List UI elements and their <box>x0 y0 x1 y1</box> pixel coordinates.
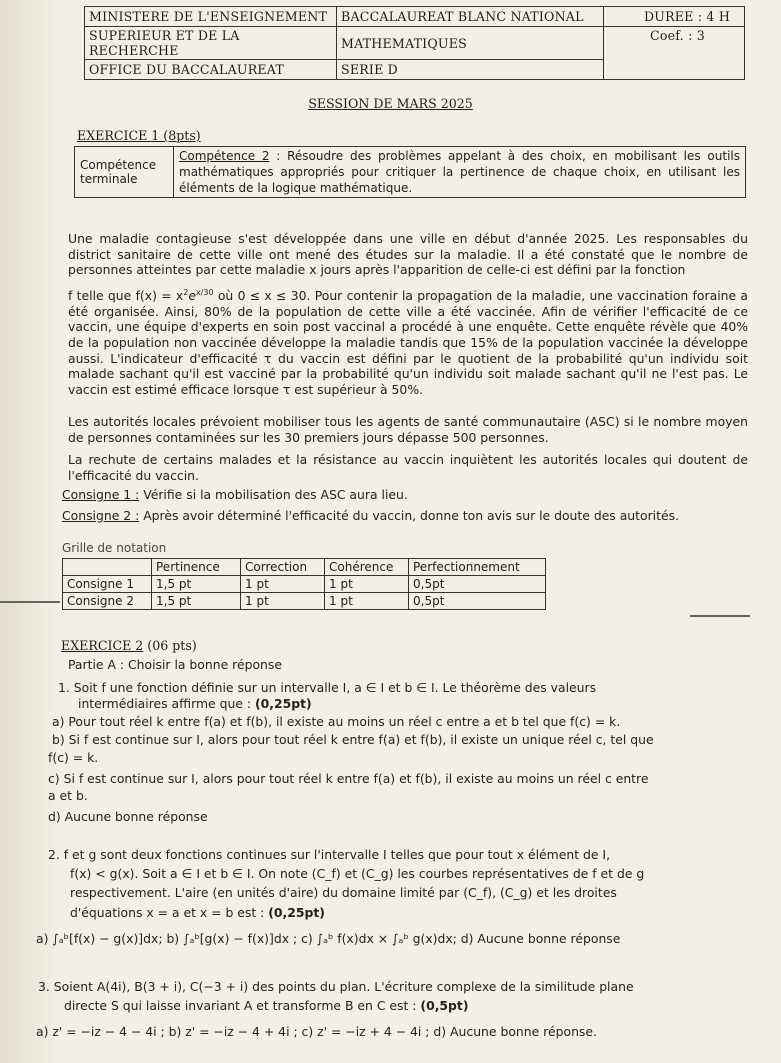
page-shadow <box>0 0 58 1063</box>
competence-text <box>174 147 746 198</box>
header-cell: Coef. : 3 <box>604 27 745 80</box>
consigne-2 <box>62 508 679 524</box>
q1-points: (0,25pt) <box>255 696 312 711</box>
scan-smear <box>690 615 750 617</box>
grading-grid <box>62 558 546 610</box>
exam-header-table <box>84 6 745 80</box>
grid-header: Pertinence <box>152 559 241 576</box>
competence-table <box>74 146 746 198</box>
function-def: f telle que f(x) = x <box>68 288 184 304</box>
grid-cell: 0,5pt <box>409 576 546 593</box>
q2-line-4 <box>70 905 325 921</box>
q2-answers: a) ∫ₐᵇ[f(x) − g(x)]dx; b) ∫ₐᵇ[g(x) − f(x)]dx ; c) ∫ₐᵇ f(x)dx × ∫ₐᵇ g(x)dx; d) Aucune bonne réponse <box>36 931 621 946</box>
q1-option-c-1: c) Si f est continue sur I, alors pour tout réel k entre f(a) et f(b), il existe au moins un réel c entre <box>48 771 649 786</box>
q1-option-c-2: a et b. <box>48 788 88 803</box>
consigne-2-label: Consigne 2 : <box>62 508 140 523</box>
q3-answers: a) z' = −iz − 4 − 4i ; b) z' = −iz − 4 + 4i ; c) z' = −iz + 4 − 4i ; d) Aucune bonne réponse. <box>36 1024 597 1039</box>
ex1-paragraph-4: La rechute de certains malades et la résistance au vaccin inquiètent les autorités locales qui doutent de l'efficacité du vaccin. <box>68 452 748 483</box>
q1-option-b-2: f(c) = k. <box>48 750 99 765</box>
exercise-2-points: (06 pts) <box>143 638 197 653</box>
consigne-1 <box>62 487 408 503</box>
grid-cell: 1 pt <box>241 593 325 610</box>
q3-points: (0,5pt) <box>420 998 469 1013</box>
q1-option-b-1: b) Si f est continue sur I, alors pour tout réel k entre f(a) et f(b), il existe un unique réel c, tel que <box>52 732 654 747</box>
competence-label: Compétence terminale <box>75 147 174 198</box>
exercise-2-title <box>61 638 197 653</box>
q2-line-1: 2. f et g sont deux fonctions continues sur l'intervalle I telles que pour tout x élément de I, <box>48 847 611 862</box>
consigne-2-text: Après avoir déterminé l'efficacité du vaccin, donne ton avis sur le doute des autorités. <box>139 508 680 523</box>
grid-cell: 1 pt <box>325 576 409 593</box>
q3-line-2 <box>64 998 469 1014</box>
grading-grid-title: Grille de notation <box>62 541 167 555</box>
grid-header: Cohérence <box>325 559 409 576</box>
q1-line-2 <box>78 696 312 712</box>
session-title: SESSION DE MARS 2025 <box>308 96 473 111</box>
grid-cell: 1,5 pt <box>152 576 241 593</box>
grid-header: Perfectionnement <box>409 559 546 576</box>
q1-option-a: a) Pour tout réel k entre f(a) et f(b), il existe au moins un réel c entre a et b tel que f(c) = k. <box>52 714 621 729</box>
q1-option-d: d) Aucune bonne réponse <box>48 809 208 824</box>
part-a-title: Partie A : Choisir la bonne réponse <box>68 657 282 672</box>
header-cell: OFFICE DU BACCALAUREAT <box>85 60 337 80</box>
ex1-paragraph-3: Les autorités locales prévoient mobiliser tous les agents de santé communautaire (ASC) si le nombre moyen de personnes contaminées sur les 30 premiers jours dépasse 500 personnes. <box>68 414 748 445</box>
competence-title: Compétence 2 <box>179 149 270 163</box>
scan-smear <box>0 601 60 603</box>
ex1-paragraph-2: f telle que $f(x) = x^2e^{x/30}$ où 0 ≤ x ≤ 30. Pour contenir la propagation de la maladie, une vaccination foraine a été organisée. Ainsi, 80% de la population de cette ville a été vaccinée. Afin de vérifier l'efficacité de ce vaccin, une équipe d'experts en soin post vaccinal a procédé à une enquête. Cette enquête révèle que 40% de la population non vaccinée développe la maladie tandis que 15% de la population vaccinée la développe aussi. L'indicateur d'efficacité τ du vaccin est défini par le quotient de la probabilité qu'un individu soit malade sachant qu'il est vacciné par la probabilité qu'un individu soit malade sachant qu'il ne l'est pas. Le vaccin est estimé efficace lorsque τ est supérieur à 50%. <box>68 288 748 397</box>
header-cell: MINISTERE DE L'ENSEIGNEMENT <box>85 7 337 27</box>
grid-header: Correction <box>241 559 325 576</box>
exercise-1-title: EXERCICE 1 (8pts) <box>77 128 201 143</box>
ex1-paragraph-1: Une maladie contagieuse s'est développée dans une ville en début d'année 2025. Les responsables du district sanitaire de cette ville ont mené des études sur la maladie. Il a été constaté que le nombre de personnes atteintes par cette maladie x jours après l'apparition de celle-ci est défini par la fonction <box>68 231 748 278</box>
grid-cell: 1 pt <box>325 593 409 610</box>
grid-cell: 1,5 pt <box>152 593 241 610</box>
grid-header <box>63 559 152 576</box>
header-cell: MATHEMATIQUES <box>337 27 604 60</box>
q2-line-2: f(x) < g(x). Soit a ∈ I et b ∈ I. On note (C_f) et (C_g) les courbes représentatives de f et de g <box>70 866 645 881</box>
grid-cell: Consigne 1 <box>63 576 152 593</box>
q2-line-3: respectivement. L'aire (en unités d'aire) du domaine limité par (C_f), (C_g) et les droites <box>70 885 617 900</box>
header-cell: SUPERIEUR ET DE LA RECHERCHE <box>85 27 337 60</box>
q3-stem-end: directe S qui laisse invariant A et transforme B en C est : <box>64 998 421 1013</box>
consigne-1-label: Consigne 1 : <box>62 487 140 502</box>
header-cell: DUREE : 4 H <box>604 7 745 27</box>
q2-points: (0,25pt) <box>268 905 325 920</box>
q1-line-1: 1. Soit f une fonction définie sur un intervalle I, a ∈ I et b ∈ I. Le théorème des valeurs <box>58 680 597 695</box>
grid-cell: 1 pt <box>241 576 325 593</box>
header-cell: SERIE D <box>337 60 604 80</box>
ex1-paragraph-2-rest: où 0 ≤ x ≤ 30. Pour contenir la propagation de la maladie, une vaccination foraine a été organisée. Ainsi, 80% de la population de cette ville a été vaccinée. Afin de vérifier l'efficacité de ce vaccin, une équipe d'experts en soin post vaccinal a procédé à une enquête. Cette enquête révèle que 40% de la population non vaccinée développe la maladie tandis que 15% de la population vaccinée la développe aussi. L'indicateur d'efficacité τ du vaccin est défini par le quotient de la probabilité qu'un individu soit malade sachant qu'il est vacciné par la probabilité qu'un individu soit malade sachant qu'il ne l'est pas. Le vaccin est estimé efficace lorsque τ est supérieur à 50%. <box>68 288 748 397</box>
header-cell: BACCALAUREAT BLANC NATIONAL <box>337 7 604 27</box>
consigne-1-text: Vérifie si la mobilisation des ASC aura lieu. <box>139 487 408 502</box>
grid-cell: Consigne 2 <box>63 593 152 610</box>
q2-stem-end: d'équations x = a et x = b est : <box>70 905 269 920</box>
q1-stem-end: intermédiaires affirme que : <box>78 696 256 711</box>
grid-cell: 0,5pt <box>409 593 546 610</box>
competence-description: : Résoudre des problèmes appelant à des choix, en mobilisant les outils mathématiques appropriés pour critiquer la pertinence de chaque choix, en utilisant les éléments de la logique mathématique. <box>179 149 740 195</box>
exercise-2-label: EXERCICE 2 <box>61 638 144 653</box>
q3-line-1: 3. Soient A(4i), B(3 + i), C(−3 + i) des points du plan. L'écriture complexe de la similitude plane <box>38 979 634 994</box>
